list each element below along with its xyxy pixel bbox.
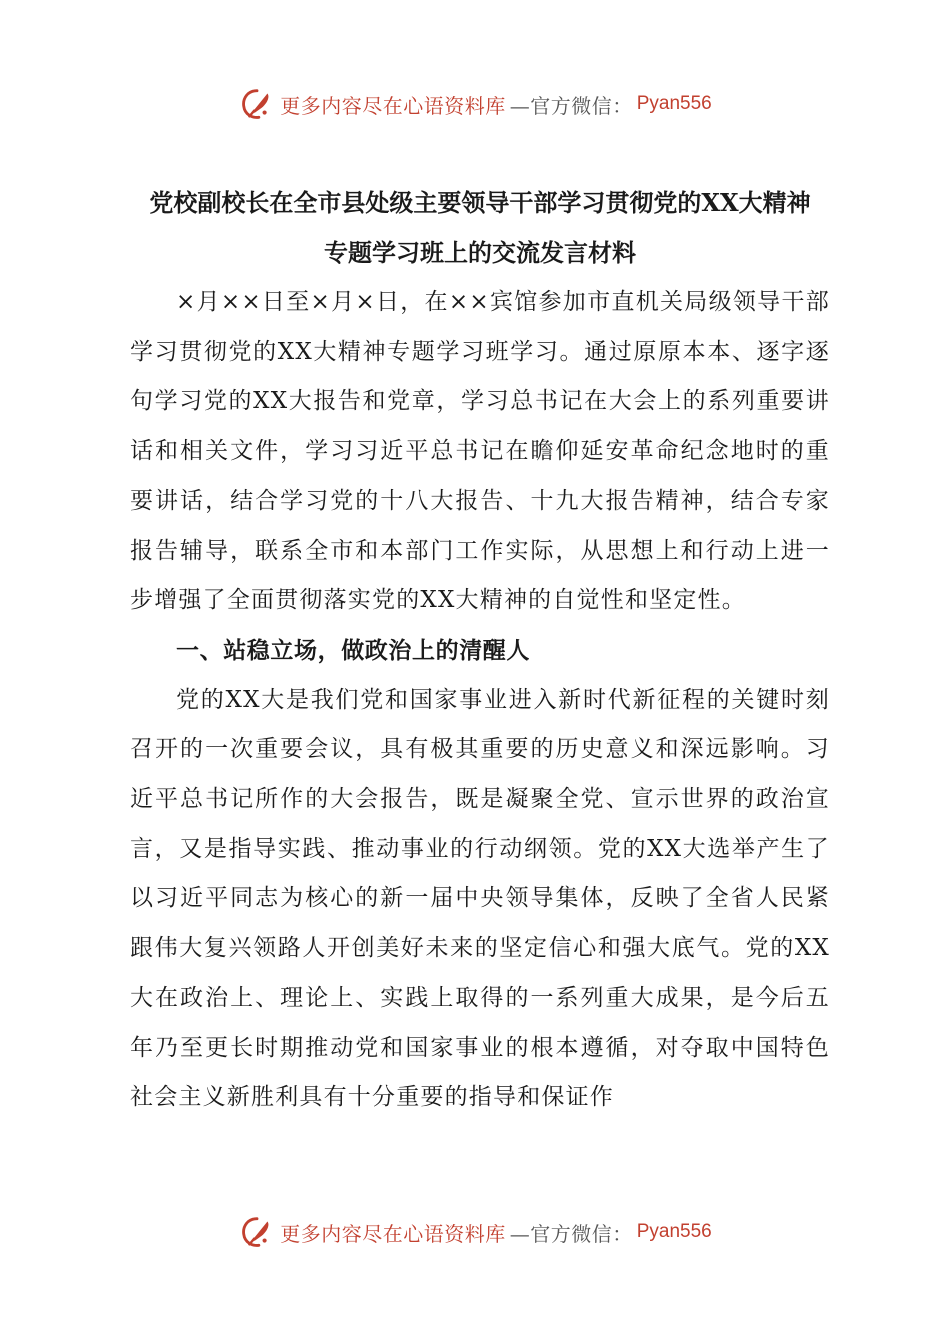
paragraph-section-1: 党的XX大是我们党和国家事业进入新时代新征程的关键时刻召开的一次重要会议，具有极其重要的历史意义和深远影响。习近平总书记所作的大会报告，既是凝聚全党、宣示世界的政治宣言，又是指导实践、推动事业的行动纲领。党的XX大选举产生了以习近平同志为核心的新一届中央领导集体，反映了全省人民紧跟伟大复兴领路人开创美好未来的坚定信心和强大底气。党的XX大在政治上、理论上、实践上取得的一系列重大成果，是今后五年乃至更长时期推动党和国家事业的根本遵循，对夺取中国特色社会主义新胜利具有十分重要的指导和保证作 (130, 686, 830, 1111)
paragraph-intro: ×月××日至×月×日，在××宾馆参加市直机关局级领导干部学习贯彻党的XX大精神专题学习班学习。通过原原本本、逐字逐句学习党的XX大报告和党章，学习总书记在大会上的系列重要讲话和相关文件，学习习近平总书记在瞻仰延安革命纪念地时的重要讲话，结合学习党的十八大报告、十九大报告精神，结合专家报告辅导，联系全市和本部门工作实际，从思想上和行动上进一步增强了全面贯彻落实党的XX大精神的自觉性和坚定性。 (130, 289, 830, 614)
quill-logo-icon (238, 85, 276, 123)
watermark-wechat-label: —官方微信： (509, 93, 633, 118)
document-title-line-1: 党校副校长在全市县处级主要领导干部学习贯彻党的XX大精神 (149, 188, 811, 217)
watermark-wechat-id: Pyan556 (636, 93, 712, 114)
watermark-wechat-label: —官方微信： (509, 1221, 633, 1246)
header-watermark (0, 84, 950, 124)
watermark-brand-text: 更多内容尽在心语资料库 (280, 1221, 506, 1246)
footer-watermark (0, 1212, 950, 1252)
document-body (130, 178, 830, 1123)
watermark-brand-text: 更多内容尽在心语资料库 (280, 93, 506, 118)
document-title-line-2: 专题学习班上的交流发言材料 (324, 238, 636, 267)
section-heading-1: 一、站稳立场，做政治上的清醒人 (176, 636, 530, 664)
quill-logo-icon (238, 1213, 276, 1251)
watermark-wechat-id: Pyan556 (636, 1221, 712, 1242)
